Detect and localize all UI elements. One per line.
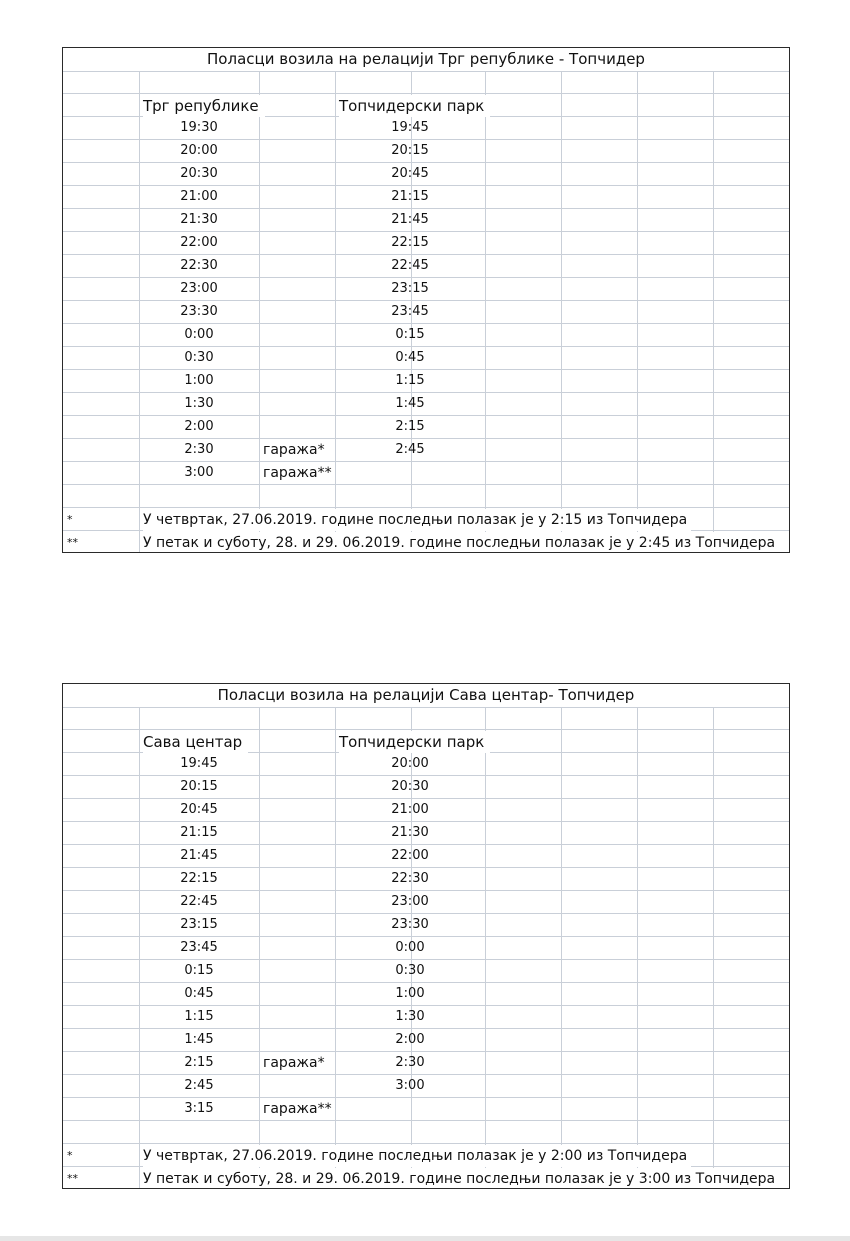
garage-note: гаража* [263,442,325,458]
departure-time: 0:45 [184,986,214,1001]
footnote-text: У четвртак, 27.06.2019. године последњи полазак је у 2:15 из Топчидера [143,509,691,531]
footnote-mark: * [67,513,73,526]
arrival-time: 23:00 [391,894,429,909]
arrival-time: 2:45 [395,442,425,457]
column-header-departure: Сава центар [143,731,248,753]
timetable-title: Поласци возила на релацији Трг републике - Топчидер [63,48,789,72]
departure-time: 20:00 [180,143,218,158]
footnote-mark: ** [67,1172,78,1185]
column-header-departure: Трг републике [143,95,265,117]
arrival-time: 23:30 [391,917,429,932]
footnote-mark: * [67,1149,73,1162]
arrival-time: 21:15 [391,189,429,204]
grid-column-line [259,707,260,1188]
arrival-time: 2:30 [395,1055,425,1070]
departure-time: 1:15 [184,1009,214,1024]
departure-time: 23:15 [180,917,218,932]
arrival-time: 2:00 [395,1032,425,1047]
departure-time: 0:30 [184,350,214,365]
departure-time: 0:15 [184,963,214,978]
departure-time: 22:00 [180,235,218,250]
footnote-text: У петак и суботу, 28. и 29. 06.2019. године последњи полазак је у 2:45 из Топчидера [143,532,779,553]
arrival-time: 1:45 [395,396,425,411]
arrival-time: 0:15 [395,327,425,342]
arrival-time: 0:45 [395,350,425,365]
departure-time: 21:30 [180,212,218,227]
departure-time: 3:15 [184,1101,214,1116]
grid-column-line [561,71,562,552]
garage-note: гаража** [263,1101,332,1117]
grid-row [63,485,789,508]
arrival-time: 23:15 [391,281,429,296]
grid-row [63,1121,789,1144]
arrival-time: 20:30 [391,779,429,794]
grid-column-line [485,71,486,552]
grid-column-line [259,71,260,552]
departure-time: 3:00 [184,465,214,480]
timetable-title: Поласци возила на релацији Сава центар- Топчидер [63,684,789,708]
arrival-time: 21:45 [391,212,429,227]
timetable-sheet [62,47,790,553]
arrival-time: 20:15 [391,143,429,158]
column-header-arrival: Топчидерски парк [339,731,490,753]
departure-time: 22:15 [180,871,218,886]
departure-time: 21:15 [180,825,218,840]
arrival-time: 21:00 [391,802,429,817]
arrival-time: 20:00 [391,756,429,771]
arrival-time: 22:30 [391,871,429,886]
arrival-time: 0:00 [395,940,425,955]
departure-time: 2:00 [184,419,214,434]
departure-time: 23:00 [180,281,218,296]
arrival-time: 21:30 [391,825,429,840]
departure-time: 21:00 [180,189,218,204]
departure-time: 23:45 [180,940,218,955]
grid-column-line [637,707,638,1188]
departure-time: 20:30 [180,166,218,181]
footnote-text: У петак и суботу, 28. и 29. 06.2019. године последњи полазак је у 3:00 из Топчидера [143,1168,779,1189]
arrival-time: 22:00 [391,848,429,863]
arrival-time: 1:00 [395,986,425,1001]
arrival-time: 23:45 [391,304,429,319]
departure-time: 1:45 [184,1032,214,1047]
departure-time: 19:30 [180,120,218,135]
departure-time: 1:00 [184,373,214,388]
arrival-time: 2:15 [395,419,425,434]
grid-column-line [561,707,562,1188]
grid-column-line [485,707,486,1188]
footnote-text: У четвртак, 27.06.2019. године последњи полазак је у 2:00 из Топчидера [143,1145,691,1167]
departure-time: 20:45 [180,802,218,817]
arrival-time: 19:45 [391,120,429,135]
departure-time: 20:15 [180,779,218,794]
departure-time: 23:30 [180,304,218,319]
arrival-time: 0:30 [395,963,425,978]
garage-note: гаража** [263,465,332,481]
departure-time: 2:15 [184,1055,214,1070]
arrival-time: 1:30 [395,1009,425,1024]
grid-column-line [713,71,714,552]
arrival-time: 1:15 [395,373,425,388]
arrival-time: 20:45 [391,166,429,181]
departure-time: 22:30 [180,258,218,273]
grid-row [63,71,789,94]
departure-time: 1:30 [184,396,214,411]
column-header-arrival: Топчидерски парк [339,95,490,117]
grid-row [63,707,789,730]
footnote-mark: ** [67,536,78,549]
arrival-time: 22:15 [391,235,429,250]
grid-column-line [713,707,714,1188]
timetable-sheet [62,683,790,1189]
grid-column-line [637,71,638,552]
departure-time: 0:00 [184,327,214,342]
departure-time: 2:45 [184,1078,214,1093]
arrival-time: 22:45 [391,258,429,273]
departure-time: 22:45 [180,894,218,909]
departure-time: 19:45 [180,756,218,771]
garage-note: гаража* [263,1055,325,1071]
page-bottom-edge [0,1236,850,1241]
departure-time: 2:30 [184,442,214,457]
arrival-time: 3:00 [395,1078,425,1093]
departure-time: 21:45 [180,848,218,863]
